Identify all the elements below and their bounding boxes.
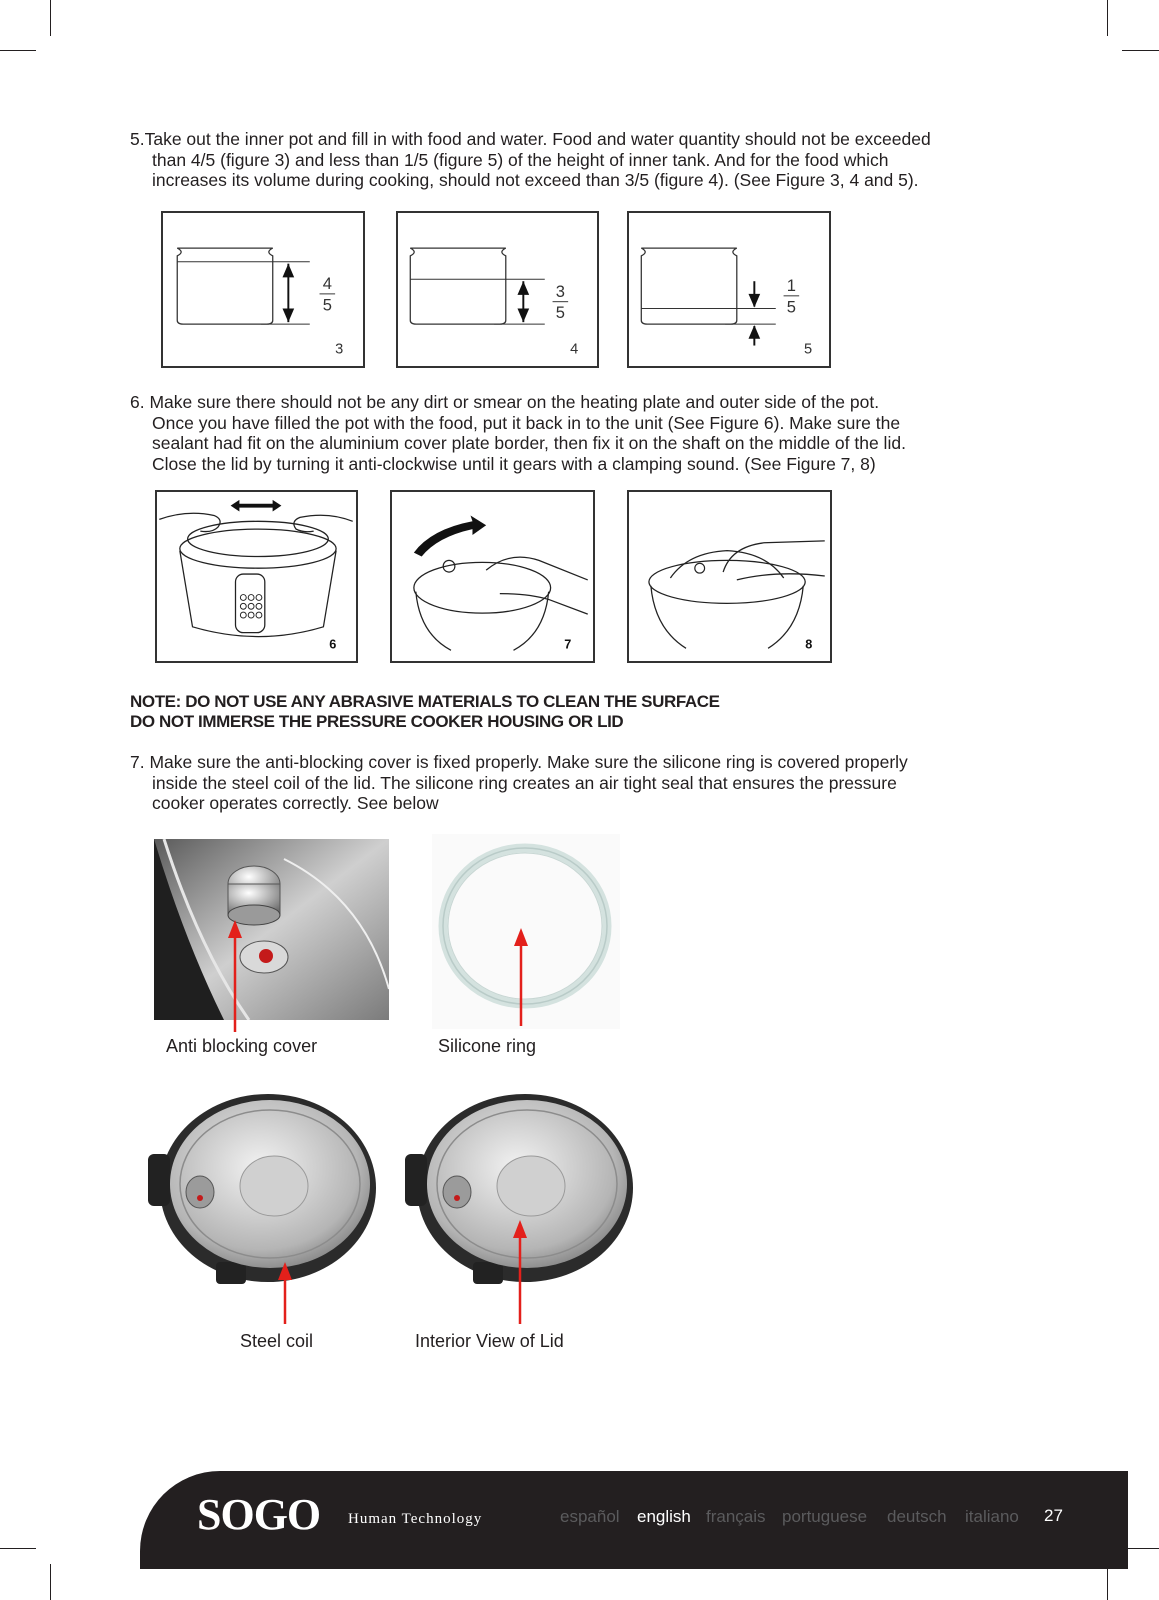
step-5-line: increases its volume during cooking, should not exceed than 3/5 (figure 4). (See Figure 3, 4 and 5).	[152, 170, 919, 190]
fraction-denominator: 5	[555, 303, 565, 323]
step-7-line: cooker operates correctly. See below	[152, 793, 439, 813]
step-5-paragraph	[130, 129, 1030, 191]
cleaning-note	[130, 692, 720, 732]
language-link-portuguese[interactable]: portuguese	[782, 1507, 868, 1526]
figure-3-max-fill	[161, 211, 365, 368]
language-link-deutsch[interactable]: deutsch	[887, 1507, 947, 1526]
step-7-paragraph	[130, 752, 1050, 814]
language-link-english[interactable]: english	[637, 1507, 691, 1526]
anti-blocking-cover-image	[154, 839, 389, 1020]
crop-mark	[1122, 50, 1159, 51]
arrow-steel-coil	[275, 1262, 295, 1324]
arrow-interior-view	[510, 1220, 530, 1324]
step-7-line: 7. Make sure the anti-blocking cover is fixed properly. Make sure the silicone ring is covered properly	[130, 752, 908, 772]
crop-mark	[1107, 1564, 1108, 1600]
figure-number: 4	[570, 341, 579, 358]
caption-interior-view: Interior View of Lid	[415, 1331, 564, 1351]
fraction-numerator: 1	[786, 275, 796, 295]
crop-mark	[0, 1548, 36, 1549]
step-6-line: Once you have filled the pot with the food, put it back in to the unit (See Figure 6). Make sure the	[152, 412, 901, 433]
pot-diagram	[398, 213, 597, 366]
lid-interior-image	[148, 1092, 380, 1292]
caption-steel-coil: Steel coil	[240, 1331, 314, 1351]
figure-number: 8	[805, 637, 813, 652]
step-6-line: 6. Make sure there should not be any dirt or smear on the heating plate and outer side of the pot.	[130, 392, 880, 412]
pot-diagram	[629, 213, 829, 366]
fraction-denominator: 5	[786, 297, 796, 317]
step-7-line: inside the steel coil of the lid. The silicone ring creates an air tight seal that ensures the pressure	[152, 772, 897, 793]
pot-diagram	[163, 213, 363, 366]
lid-photo-steel-coil	[148, 1092, 380, 1292]
figure-number: 7	[564, 637, 572, 652]
crop-mark	[50, 1564, 51, 1600]
brand-logo: SOGO	[197, 1490, 321, 1539]
step-5-line: 5.Take out the inner pot and fill in with food and water. Food and water quantity should not be exceeded	[130, 129, 931, 149]
crop-mark	[50, 0, 51, 36]
step-6-line: sealant had fit on the aluminium cover plate border, then fix it on the shaft on the middle of the lid.	[152, 433, 906, 453]
figure-7-place-lid	[390, 490, 595, 663]
step-5-line: than 4/5 (figure 3) and less than 1/5 (figure 5) of the height of inner tank. And for the food which	[152, 149, 889, 170]
crop-mark	[0, 50, 36, 51]
arrow-silicone-ring	[511, 928, 531, 1026]
footer-bar	[140, 1471, 1128, 1569]
figure-6-insert-pot	[155, 490, 358, 663]
language-link-italiano[interactable]: italiano	[965, 1507, 1019, 1526]
language-link-francais[interactable]: français	[706, 1507, 766, 1526]
step-6-line: Close the lid by turning it anti-clockwise until it gears with a clamping sound. (See Figure 7, 8)	[152, 453, 876, 474]
language-link-espanol[interactable]: español	[560, 1507, 620, 1526]
figure-number: 3	[335, 341, 344, 358]
page-number: 27	[1044, 1506, 1063, 1525]
caption-anti-blocking-cover: Anti blocking cover	[166, 1036, 318, 1056]
close-lid-illustration	[629, 492, 830, 661]
insert-pot-illustration	[157, 492, 356, 661]
fraction-numerator: 3	[555, 281, 565, 301]
fraction-denominator: 5	[322, 295, 332, 315]
figure-number: 6	[329, 637, 337, 652]
fraction-numerator: 4	[322, 274, 332, 294]
note-line: DO NOT IMMERSE THE PRESSURE COOKER HOUSING OR LID	[130, 712, 624, 731]
arrow-anti-blocking	[225, 920, 245, 1032]
figure-number: 5	[804, 341, 813, 358]
step-6-paragraph	[130, 392, 1030, 474]
anti-blocking-cover-photo	[154, 839, 389, 1020]
brand-tagline: Human Technology	[348, 1511, 483, 1527]
note-line: NOTE: DO NOT USE ANY ABRASIVE MATERIALS TO CLEAN THE SURFACE	[130, 692, 720, 711]
figure-4-expanding-food	[396, 211, 599, 368]
caption-silicone-ring: Silicone ring	[438, 1036, 537, 1056]
figure-5-min-fill	[627, 211, 831, 368]
figure-8-close-lid	[627, 490, 832, 663]
crop-mark	[1107, 0, 1108, 36]
place-lid-illustration	[392, 492, 593, 661]
